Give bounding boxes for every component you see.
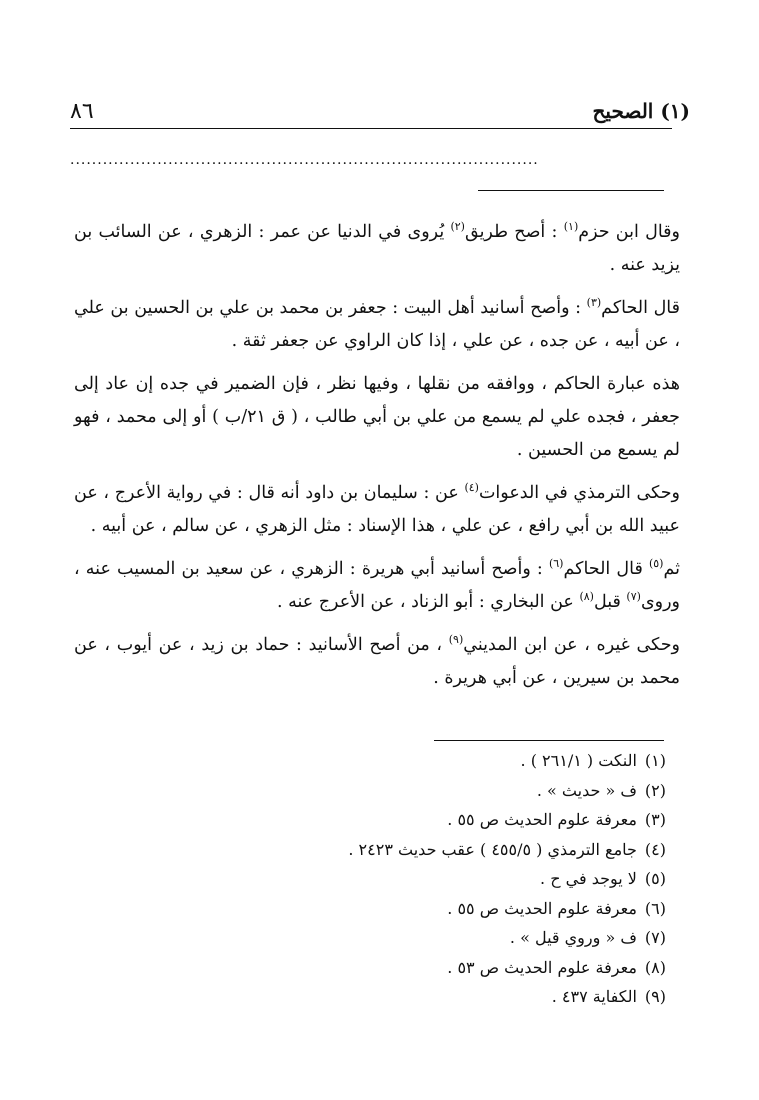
footnote-number: (٩): [644, 987, 666, 1006]
footnote: [100, 835, 666, 865]
paragraph-text: وحكى غيره ، عن ابن المديني: [463, 635, 680, 655]
footnote-number: (١): [644, 751, 666, 770]
footnote-number: (٧): [644, 928, 666, 947]
footnote-rule: [434, 740, 664, 741]
dotted-separator: ......................................................................................: [70, 152, 539, 168]
paragraph-text: ، من أصح الأسانيد : حماد بن زيد ، عن أيوب ، عن محمد بن سيرين ، عن أبي هريرة .: [74, 635, 680, 688]
paragraph-text: قال الحاكم: [563, 559, 649, 579]
footnote-marker: (٦): [548, 557, 564, 571]
paragraph-text: قبل: [593, 592, 627, 612]
footnote-marker: (٢): [450, 220, 465, 234]
page-number: ٨٦: [70, 99, 94, 124]
footnote-text: لا يوجد في ح .: [540, 869, 637, 888]
main-text: [74, 216, 680, 705]
footnote-text: معرفة علوم الحديث ص ٥٥ .: [447, 898, 637, 918]
footnote-text: النكت ( ٢٦١/١ ) .: [520, 751, 637, 770]
footnote: [100, 864, 666, 894]
footnote-marker: (٣): [586, 296, 602, 310]
footnote-number: (٥): [644, 869, 666, 888]
footnote-marker: (٥): [648, 557, 664, 571]
paragraph-text: : أصح طريق: [464, 222, 564, 242]
footnote-text: الكفاية ٤٣٧ .: [551, 987, 637, 1006]
body-paragraph: [74, 629, 680, 695]
paragraph-text: وحكى الترمذي في الدعوات: [478, 483, 680, 503]
footnote-marker: (٨): [579, 590, 594, 604]
paragraph-text: : وأصح أسانيد أهل البيت : جعفر بن محمد بن علي بن الحسين بن علي ، عن أبيه ، عن جده ، عن علي ، إذا كان الراوي عن جعفر ثقة .: [74, 298, 680, 351]
footnote-text: جامع الترمذي ( ٤٥٥/٥ ) عقب حديث ٢٤٢٣ .: [348, 839, 637, 859]
footnote-number: (٦): [644, 898, 666, 918]
footnote-number: (٨): [644, 957, 666, 977]
paragraph-text: وقال ابن حزم: [578, 222, 680, 242]
footnote-text: معرفة علوم الحديث ص ٥٥ .: [447, 810, 637, 829]
footnote: [100, 746, 666, 776]
paragraph-text: هذه عبارة الحاكم ، ووافقه من نقلها ، وفيها نظر ، فإن الضمير في جده إن عاد إلى جعفر ، فجده علي لم يسمع من علي بن أبي طالب ، ( ق ٢١/ب ) أو إلى محمد ، فهو لم يسمع من الحسين .: [74, 374, 680, 460]
running-title: (١) الصحيح: [592, 99, 690, 123]
footnotes: [100, 746, 666, 1012]
footnote: [100, 923, 666, 953]
paragraph-text: عن : سليمان بن داود أنه قال : في رواية الأعرج ، عن عبيد الله بن أبي رافع ، عن علي ، هذا الإسناد : مثل الزهري ، عن سالم ، عن أبيه .: [74, 483, 680, 536]
footnote: [100, 982, 666, 1012]
header-rule: [70, 128, 672, 129]
footnote: [100, 805, 666, 835]
paragraph-text: قال الحاكم: [601, 298, 680, 318]
body-paragraph: [74, 477, 680, 543]
footnote: [100, 894, 666, 924]
body-paragraph: [74, 292, 680, 358]
body-paragraph: [74, 368, 680, 467]
section-rule: [478, 190, 664, 191]
footnote-marker: (٩): [448, 633, 464, 647]
body-paragraph: [74, 216, 680, 282]
paragraph-text: يُروى في الدنيا عن عمر : الزهري ، عن السائب بن يزيد عنه .: [74, 222, 680, 275]
footnote: [100, 953, 666, 983]
footnote-marker: (٤): [464, 481, 479, 495]
footnote-marker: (٧): [626, 590, 641, 604]
footnote: [100, 776, 666, 806]
footnote-number: (٤): [644, 839, 666, 859]
footnote-number: (٢): [644, 780, 666, 800]
footnote-marker: (١): [563, 220, 579, 234]
paragraph-text: عن البخاري : أبو الزناد ، عن الأعرج عنه .: [276, 592, 580, 612]
body-paragraph: [74, 553, 680, 619]
footnote-number: (٣): [644, 810, 666, 829]
paragraph-text: ثم: [663, 559, 680, 579]
paragraph-text: : وأصح أسانيد أبي هريرة : الزهري ، عن سعيد بن المسيب عنه ، وروى: [74, 559, 680, 612]
footnote-text: ف « حديث » .: [536, 780, 637, 800]
footnote-text: ف « وروي قيل » .: [509, 928, 637, 947]
footnote-text: معرفة علوم الحديث ص ٥٣ .: [447, 957, 637, 977]
page-header: [70, 95, 690, 135]
